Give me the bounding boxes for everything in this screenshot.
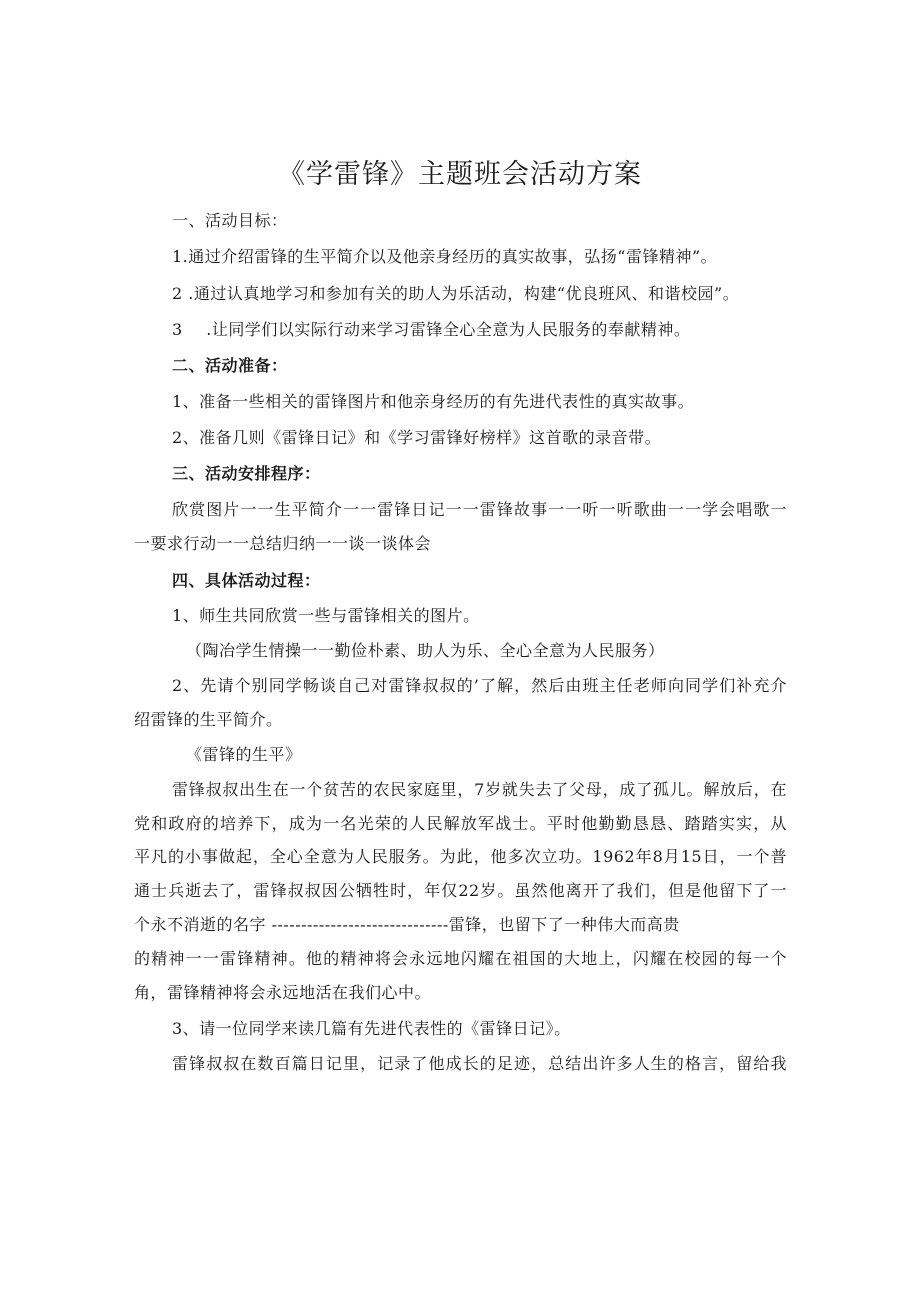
prep-item-1: 1、准备一些相关的雷锋图片和他亲身经历的有先进代表性的真实故事。 (172, 392, 695, 411)
step-2-line-2: 绍雷锋的生平简介。 (134, 710, 283, 729)
program-line-2: 一要求行动一一总结归纳一一谈一谈体会 (134, 534, 432, 553)
bio-line-2: 党和政府的培养下，成为一名光荣的人民解放军战士。平时他勤勤恳恳、踏踏实实，从 (134, 814, 787, 833)
bio-line-5: 个永不消逝的名字 ------------------------------雷锋，也留下了一种伟大而高贵 (134, 915, 680, 934)
section1-heading: 一、活动目标： (172, 211, 288, 230)
bio-line-6: 的精神一一雷锋精神。他的精神将会永远地闪耀在祖国的大地上，闪耀在校园的每一个 (134, 949, 787, 968)
section3-heading: 三、活动安排程序： (172, 464, 321, 483)
section2-heading: 二、活动准备： (172, 356, 288, 375)
goal-item-3: 3 .让同学们以实际行动来学习雷锋全心全意为人民服务的奉献精神。 (172, 320, 691, 339)
step-2-line-1: 2、先请个别同学畅谈自己对雷锋叔叔的’了解，然后由班主任老师向同学们补充介 (172, 676, 787, 695)
step-1-note: （陶冶学生情操一一勤俭朴素、助人为乐、全心全意为人民服务） (186, 641, 665, 660)
bio-line-3: 平凡的小事做起，全心全意为人民服务。为此，他多次立功。1962年8月15日，一个普 (134, 847, 787, 866)
step-1: 1、师生共同欣赏一些与雷锋相关的图片。 (172, 606, 480, 625)
step-3: 3、请一位同学来读几篇有先进代表性的《雷锋日记》。 (172, 1019, 571, 1038)
diary-line: 雷锋叔叔在数百篇日记里，记录了他成长的足迹，总结出许多人生的格言，留给我 (172, 1054, 787, 1073)
prep-item-2: 2、准备几则《雷锋日记》和《学习雷锋好榜样》这首歌的录音带。 (172, 428, 662, 447)
bio-line-1: 雷锋叔叔出生在一个贫苦的农民家庭里，7岁就失去了父母，成了孤儿。解放后，在 (172, 780, 787, 799)
bio-line-7: 角，雷锋精神将会永远地活在我们心中。 (134, 983, 432, 1002)
program-line-1: 欣赏图片一一生平简介一一雷锋日记一一雷锋故事一一听一听歌曲一一学会唱歌一 (172, 500, 787, 519)
bio-title: 《雷锋的生平》 (186, 745, 302, 764)
section4-heading: 四、具体活动过程： (172, 571, 321, 590)
goal-item-1: 1.通过介绍雷锋的生平简介以及他亲身经历的真实故事，弘扬“雷锋精神”。 (172, 247, 718, 266)
bio-line-4: 通士兵逝去了，雷锋叔叔因公牺牲时，年仅22岁。虽然他离开了我们，但是他留下了一 (134, 881, 787, 900)
page-title: 《学雷锋》主题班会活动方案 (278, 159, 642, 190)
goal-item-2: 2 .通过认真地学习和参加有关的助人为乐活动，构建“优良班风、和谐校园”。 (172, 284, 740, 303)
